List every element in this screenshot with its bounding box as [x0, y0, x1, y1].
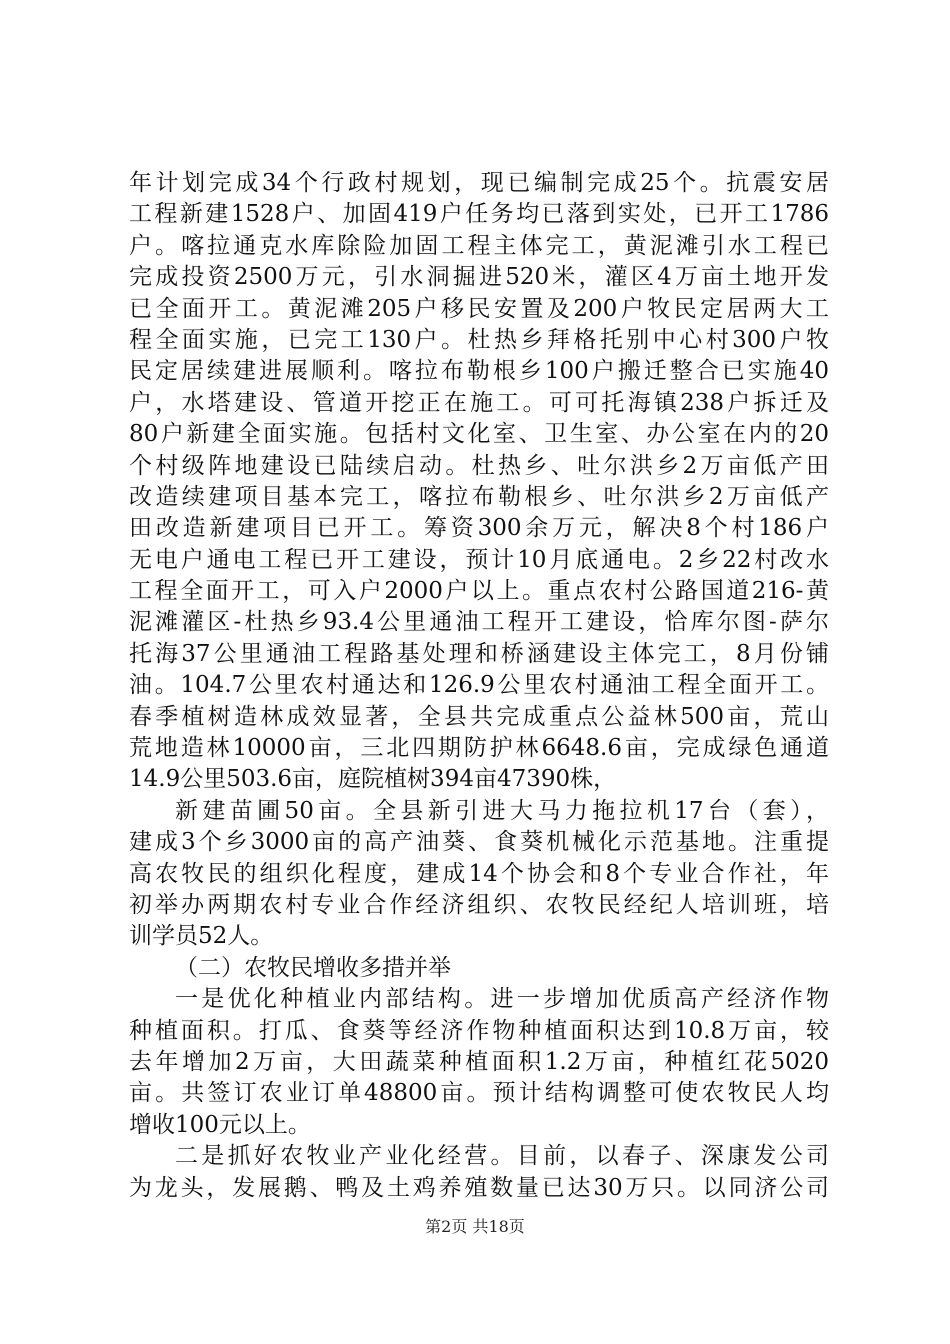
text-line: 训学员52人。	[129, 923, 274, 950]
text-line: 增收100元以上。	[129, 1111, 311, 1138]
text-line: 民定居续建进展顺利。喀拉布勒根乡100户搬迁整合已实施40	[129, 358, 829, 385]
text-line: 无电户通电工程已开工建设，预计10月底通电。2乡22村改水	[129, 546, 829, 573]
document-body	[129, 168, 829, 1204]
text-line: 完成投资2500万元，引水洞掘进520米，灌区4万亩土地开发	[129, 264, 829, 291]
text-line: 建成3个乡3000亩的高产油葵、食葵机械化示范基地。注重提	[129, 829, 829, 856]
text-line: 种植面积。打瓜、食葵等经济作物种植面积达到10.8万亩，较	[129, 1017, 829, 1044]
text-line: 托海37公里通油工程路基处理和桥涵建设主体完工，8月份铺	[129, 640, 829, 667]
text-line: 改造续建项目基本完工，喀拉布勒根乡、吐尔洪乡2万亩低产	[129, 483, 829, 510]
text-line: 田改造新建项目已开工。筹资300余万元，解决8个村186户	[129, 515, 829, 542]
section-heading: （二）农牧民增收多措并举	[175, 954, 451, 981]
text-line: 新建苗圃50亩。全县新引进大马力拖拉机17台（套），	[175, 797, 829, 824]
text-line: 荒地造林10000亩，三北四期防护林6648.6亩，完成绿色通道	[129, 735, 829, 762]
text-line: 年计划完成34个行政村规划，现已编制完成25个。抗震安居	[129, 170, 829, 196]
text-line: 80户新建全面实施。包括村文化室、卫生室、办公室在内的20	[129, 421, 829, 448]
text-line: 14.9公里503.6亩，庭院植树394亩47390株，	[129, 766, 617, 793]
text-line: 工程新建1528户、加固419户任务均已落到实处，已开工1786	[129, 201, 829, 228]
text-line: 个村级阵地建设已陆续启动。杜热乡、吐尔洪乡2万亩低产田	[129, 452, 829, 479]
text-line: 工程全面开工，可入户2000户以上。重点农村公路国道216-黄	[129, 578, 829, 605]
page-footer: 第2页 共18页	[425, 1217, 525, 1236]
text-line: 一是优化种植业内部结构。进一步增加优质高产经济作物	[175, 986, 829, 1013]
text-line: 去年增加2万亩，大田蔬菜种植面积1.2万亩，种植红花5020	[129, 1048, 829, 1075]
text-line: 春季植树造林成效显著，全县共完成重点公益林500亩，荒山	[129, 703, 829, 730]
text-line: 为龙头，发展鹅、鸭及土鸡养殖数量已达30万只。以同济公司	[129, 1174, 829, 1201]
text-line: 泥滩灌区-杜热乡93.4公里通油工程开工建设，恰库尔图-萨尔	[129, 609, 829, 636]
text-line: 户，水塔建设、管道开挖正在施工。可可托海镇238户拆迁及	[129, 389, 829, 416]
text-line: 户。喀拉通克水库除险加固工程主体完工，黄泥滩引水工程已	[129, 232, 829, 259]
text-line: 亩。共签订农业订单48800亩。预计结构调整可使农牧民人均	[129, 1080, 829, 1107]
text-line: 二是抓好农牧业产业化经营。目前，以春子、深康发公司	[175, 1143, 829, 1170]
text-line: 初举办两期农村专业合作经济组织、农牧民经纪人培训班，培	[129, 891, 829, 918]
text-line: 高农牧民的组织化程度，建成14个协会和8个专业合作社，年	[129, 860, 829, 887]
text-line: 油。104.7公里农村通达和126.9公里农村通油工程全面开工。	[129, 672, 829, 699]
text-line: 已全面开工。黄泥滩205户移民安置及200户牧民定居两大工	[129, 295, 829, 322]
text-line: 程全面实施，已完工130户。杜热乡拜格托别中心村300户牧	[129, 326, 829, 353]
